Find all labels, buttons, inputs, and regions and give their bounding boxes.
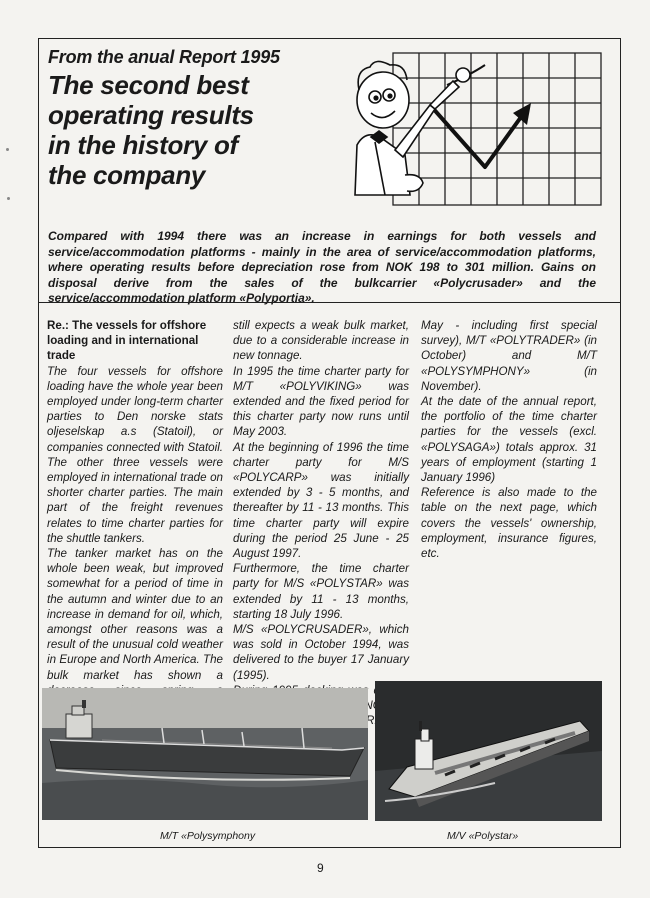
text-column-2 (233, 318, 409, 728)
paragraph: Reference is also made to the table on the next page, which covers the vessels' ownership, employment, insurance figures, etc. (421, 486, 597, 561)
paragraph: Furthermore, the time charter party for M/S «POLYSTAR» was extended by 11 - 13 months, starting 18 July 1996. (233, 562, 409, 621)
paragraph: In 1995 the time charter party for M/T «POLYVIKING» was extended and the fixed period for this charter party now runs until May 2003. (233, 364, 409, 439)
page-title: The second best operating results in the history of the company (48, 70, 254, 190)
paragraph: The tanker market has on the whole been weak, but improved somewhat for a period of time in the autumn and winter due to an increase in demand for oil, which, amongst other reasons was a result of the unusual cold weather in Europe and North America. The bulk market has shown a (47, 547, 223, 682)
text-column-1 (47, 318, 223, 728)
paragraph: still expects a weak bulk market, due to a considerable increase in new tonnage. (233, 319, 409, 363)
paragraph: At the beginning of 1996 the time charter party for M/S «POLYCARP» was initially extended by 3 - 5 months, and thereafter by 11 - 13 months. This time charter party will expire during the period 25 June - 25 August 1997. (233, 440, 409, 561)
scan-speck (7, 197, 10, 200)
scan-speck (6, 148, 9, 151)
page-number: 9 (317, 861, 324, 875)
ship-photo-polystar (375, 681, 602, 821)
intro-paragraph: Compared with 1994 there was an increase in earnings for both vessels and service/accommodation platforms - mainly in the area of service/accommodation platforms, where operating results before depreciation rose from NOK 198 to 301 million. Gains on disposal derive from the sales of the bulkcarrier «Polycrusader» and the service/accommodation platform «Polyportia». (48, 229, 596, 305)
supertitle: From the anual Report 1995 (48, 47, 280, 67)
section-heading: Re.: The vessels for offshore loading and in international trade (47, 319, 207, 363)
text-column-3 (421, 318, 597, 561)
chart-arrow (430, 105, 521, 167)
photo-caption: M/T «Polysymphony (160, 830, 256, 842)
section-divider (38, 302, 620, 303)
chart-grid (393, 53, 601, 205)
paragraph: The four vessels for offshore loading have the whole year been employed under long-term charter parties to Den norske stats oljeselskap a.s (Statoil), or companies connected with Statoil. The other three vessels were employed in international trade on shorter charter parties. The main part of the freight revenues relates to time charter parties for the shuttle tankers. (47, 364, 223, 545)
photo-caption: M/V «Polystar» (447, 830, 519, 842)
paragraph: M/S «POLYCRUSADER», which was sold in October 1994, was delivered to the buyer 17 January (1995). (233, 623, 409, 682)
cartoon-illustration (335, 45, 610, 220)
paragraph: At the date of the annual report, the portfolio of the time charter parties for the vessels (excl. «POLYSAGA») totals approx. 31 years of employment (starting 1 January 1996) (421, 395, 597, 485)
ship-photo-polysymphony (42, 688, 368, 820)
paragraph: May - including first special survey), M/T «POLYTRADER» (in October) and M/T «POLYSYMPHONY» (in November). (421, 319, 597, 393)
